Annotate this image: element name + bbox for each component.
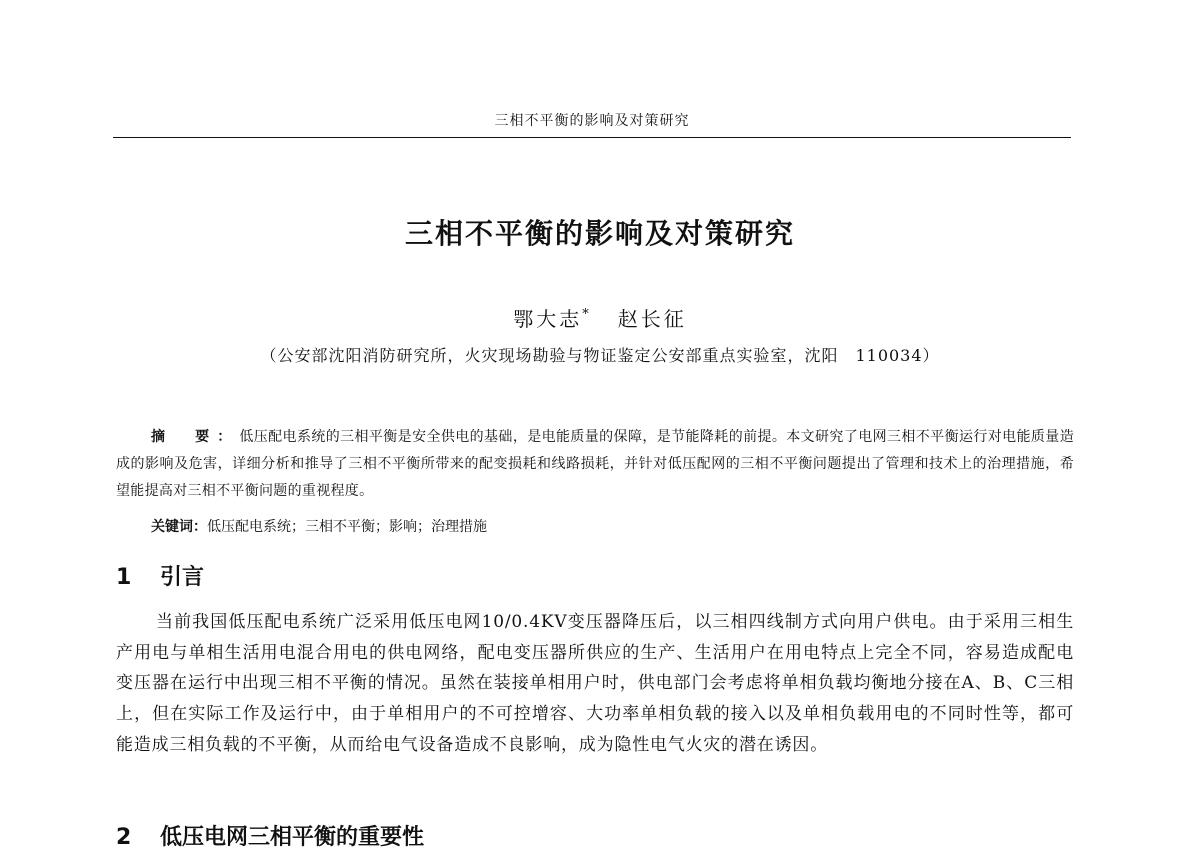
section-title: 低压电网三相平衡的重要性	[160, 825, 425, 850]
abstract-text: 低压配电系统的三相平衡是安全供电的基础，是电能质量的保障，是节能降耗的前提。本文研究了电网三相不平衡运行对电能质量造成的影响及危害，详细分析和推导了三相不平衡所带来的配变损耗和线路损耗，并针对低压配网的三相不平衡问题提出了管理和技术上的治理措施，希望能提高对三相不平衡问题的重视程度。	[116, 429, 1074, 499]
corresponding-author-mark: *	[582, 307, 592, 322]
section-heading	[116, 560, 204, 591]
author-line	[0, 303, 1200, 332]
author-name: 鄂大志	[513, 307, 583, 331]
section-number: 1	[116, 565, 132, 590]
section-body: 当前我国低压配电系统广泛采用低压电网10/0.4KV变压器降压后，以三相四线制方式向用户供电。由于采用三相生产用电与单相生活用电混合用电的供电网络，配电变压器所供应的生产、生活用户在用电特点上完全不同，容易造成配电变压器在运行中出现三相不平衡的情况。虽然在装接单相用户时，供电部门会考虑将单相负载均衡地分接在A、B、C三相上，但在实际工作及运行中，由于单相用户的不可控增容、大功率单相负载的接入以及单相负载用电的不同时性等，都可能造成三相负载的不平衡，从而给电气设备造成不良影响，成为隐性电气火灾的潜在诱因。	[116, 612, 1074, 755]
section-title: 引言	[160, 565, 205, 590]
affiliation: （公安部沈阳消防研究所，火灾现场勘验与物证鉴定公安部重点实验室，沈阳 110034）	[260, 346, 940, 365]
abstract	[116, 424, 1074, 505]
abstract-label: 摘 要：	[151, 429, 240, 445]
keywords-text: 低压配电系统；三相不平衡；影响；治理措施	[207, 519, 487, 535]
paper-title: 三相不平衡的影响及对策研究	[404, 217, 795, 250]
author-name: 赵长征	[617, 307, 687, 331]
running-header: 三相不平衡的影响及对策研究	[494, 113, 690, 129]
section-heading	[116, 820, 424, 851]
keywords	[151, 515, 1051, 539]
header-rule	[113, 137, 1071, 138]
keywords-label: 关键词：	[151, 519, 207, 535]
section-number: 2	[116, 825, 132, 850]
